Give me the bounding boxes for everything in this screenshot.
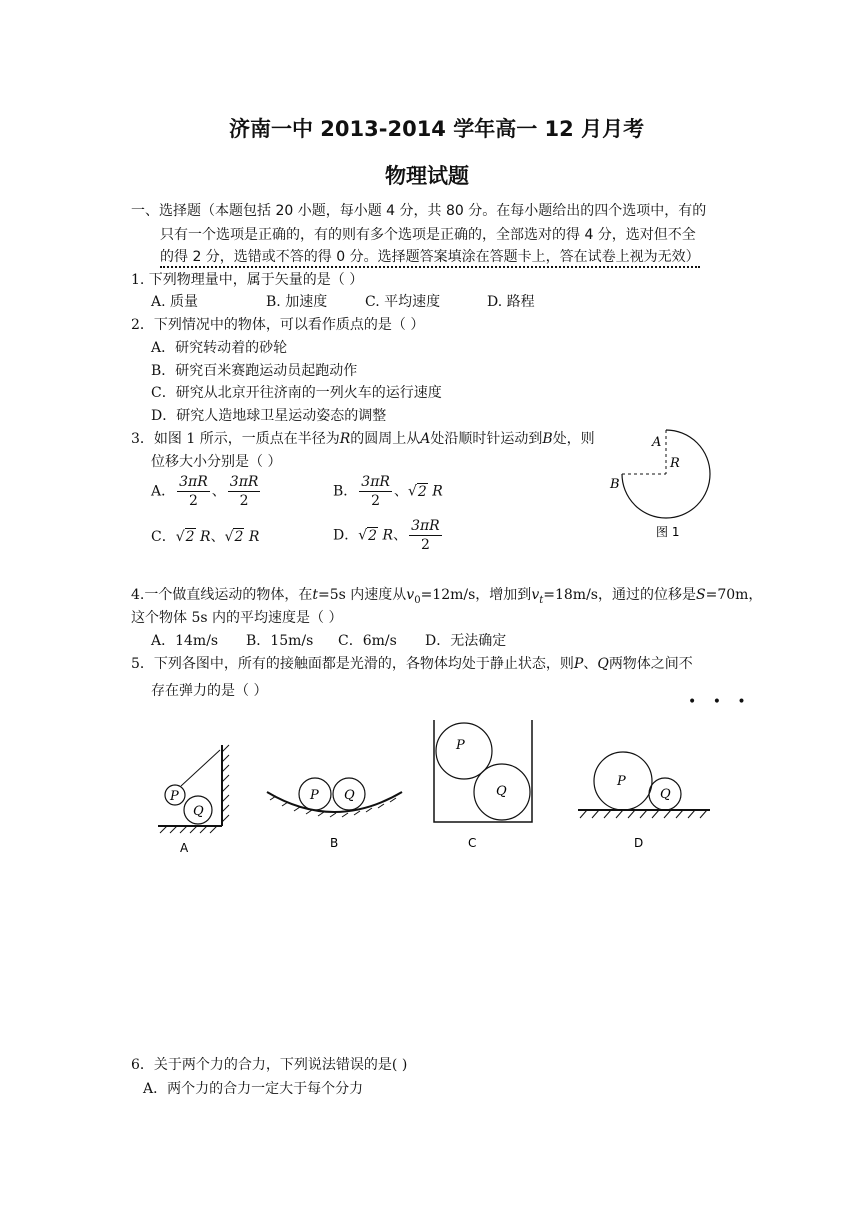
emphasis-dots: • • • [688, 694, 752, 710]
svg-text:C: C [468, 836, 477, 850]
q5-figure-c [428, 715, 538, 855]
q6-option-a: A．两个力的合力一定大于每个分力 [143, 1081, 364, 1097]
section-instruction-line-2: 只有一个选项是正确的，有的则有多个选项是正确的，全部选对的得 4 分，选对但不全 [160, 227, 696, 243]
svg-text:B: B [330, 836, 339, 850]
q2-option-d: D．研究人造地球卫星运动姿态的调整 [151, 408, 387, 424]
svg-text:A: A [180, 841, 189, 855]
svg-text:P: P [617, 774, 626, 789]
svg-text:Q: Q [496, 784, 507, 799]
page-subtitle: 物理试题 [385, 164, 469, 188]
q3-stem: 3．如图 1 所示，一质点在半径为R的圆周上从A处沿顺时针运动到B处，则 [131, 431, 595, 447]
svg-text:P: P [456, 738, 465, 753]
q2-option-b: B．研究百米赛跑运动员起跑动作 [151, 363, 358, 379]
q3-option-b: B． $\frac{3\pi R}{2}$ 、√2 R [333, 474, 443, 509]
figure-1-circle-diagram [600, 425, 720, 545]
q4-option-a: A．14m/s [151, 633, 219, 649]
svg-text:Q: Q [193, 804, 204, 819]
q3-option-d: D．√2 R、 $\frac{3\pi R}{2}$ [333, 518, 440, 553]
q4-option-c: C．6m/s [338, 633, 397, 649]
q3-option-a: A． $\frac{3\pi R}{2}$ 、 $\frac{3\pi R}{2}$ [151, 474, 259, 509]
q4-option-d: D．无法确定 [425, 633, 507, 649]
q1-option-a: A. 质量 [151, 294, 199, 310]
section-instruction-line-3: 的得 2 分，选错或不答的得 0 分。选择题答案填涂在答题卡上，答在试卷上视为无效） [160, 246, 700, 268]
q3-stem-line-2: 位移大小分别是（ ） [151, 454, 282, 470]
svg-text:D: D [634, 836, 644, 850]
figure-1-caption: 图 1 [656, 525, 680, 539]
label-A: A [652, 435, 662, 450]
svg-text:P: P [170, 789, 179, 804]
svg-text:Q: Q [660, 787, 671, 802]
svg-text:P: P [310, 788, 319, 803]
label-B: B [610, 477, 620, 492]
q5-stem-line-2: 存在弹力的是（ ） [151, 683, 268, 699]
q5-figure-b [262, 740, 407, 860]
q5-figure-d [574, 740, 714, 860]
page-title: 济南一中 2013-2014 学年高一 12 月月考 [229, 117, 645, 141]
q1-option-d: D. 路程 [487, 294, 535, 310]
q2-option-a: A．研究转动着的砂轮 [151, 340, 288, 356]
q3-option-c: C．√2 R、√2 R [151, 529, 260, 545]
q2-stem: 2．下列情况中的物体，可以看作质点的是（ ） [131, 317, 425, 333]
q4-stem: 4.一个做直线运动的物体，在t=5s 内速度从$v_0=12m/s$，增加到$v_t=18m/s$，通过的位移是S=70m， [131, 587, 763, 606]
svg-text:Q: Q [344, 788, 355, 803]
q1-option-c: C. 平均速度 [365, 294, 441, 310]
q4-option-b: B．15m/s [246, 633, 314, 649]
q1-option-b: B. 加速度 [266, 294, 328, 310]
q2-option-c: C．研究从北京开往济南的一列火车的运行速度 [151, 385, 442, 401]
label-R: R [670, 456, 680, 471]
q1-stem: 1. 下列物理量中，属于矢量的是（ ） [131, 272, 364, 288]
section-heading: 一、选择题（本题包括 20 小题，每小题 4 分，共 80 分。在每小题给出的四个选项中，有的 [131, 203, 707, 219]
q4-stem-line-2: 这个物体 5s 内的平均速度是（ ） [131, 610, 343, 626]
q6-stem: 6．关于两个力的合力，下列说法错误的是( ) [131, 1057, 408, 1073]
q5-stem: 5．下列各图中，所有的接触面都是光滑的，各物体均处于静止状态，则P、Q两物体之间不 [131, 656, 693, 672]
q5-figure-a [150, 740, 240, 860]
